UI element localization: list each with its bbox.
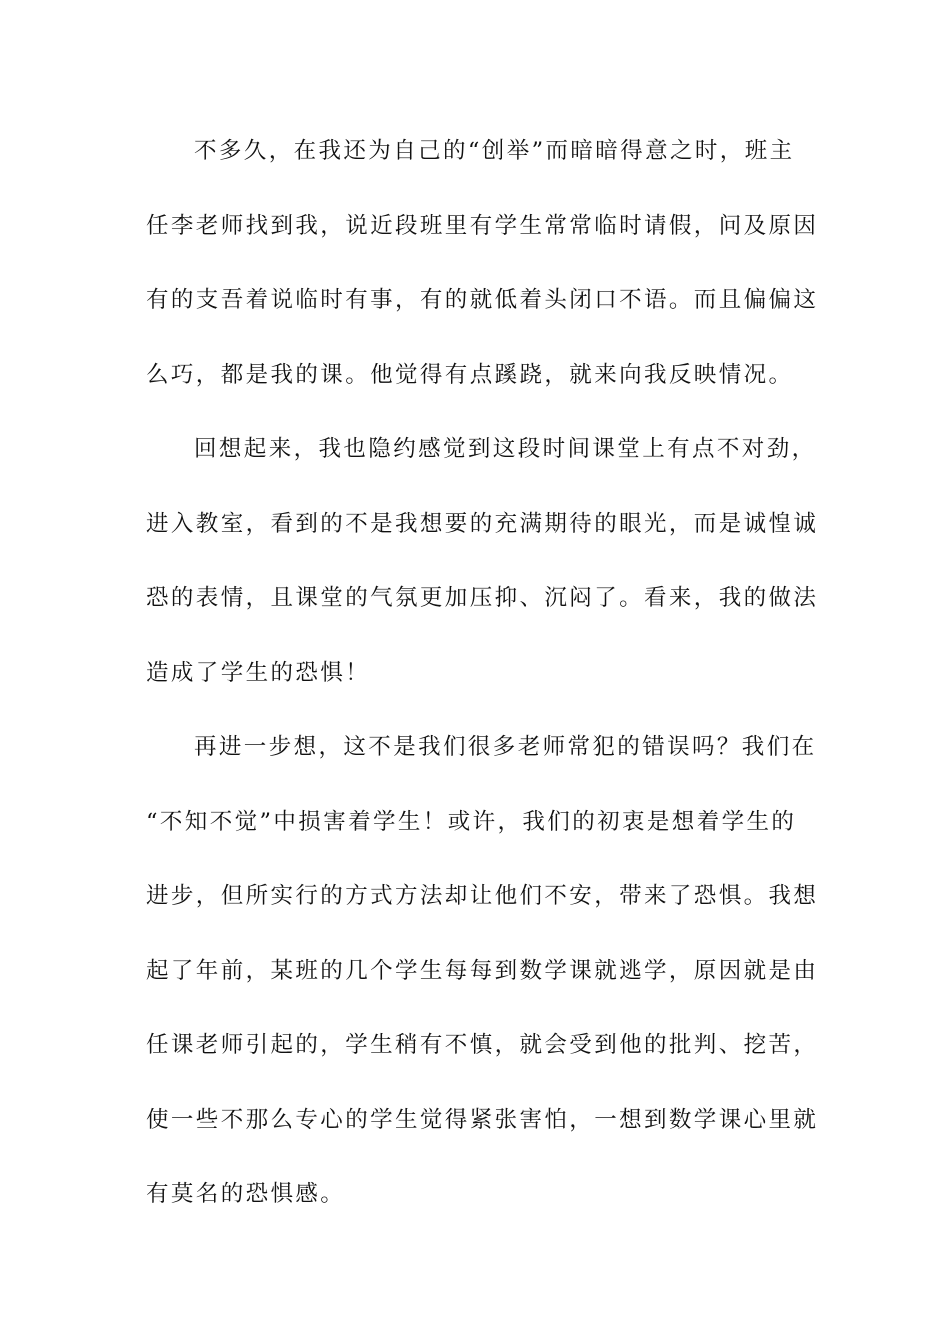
body-text: [146, 128, 819, 1246]
text-line: 起了年前，某班的几个学生每每到数学课就逃学，原因就是由: [146, 957, 819, 984]
text-line: 不多久，在我还为自己的“创举”而暗暗得意之时，班主: [194, 138, 795, 164]
paragraph-3: [146, 724, 819, 1246]
text-line: 恐的表情，且课堂的气氛更加压抑、沉闷了。看来，我的做法: [146, 585, 819, 611]
paragraph-2: [146, 426, 819, 724]
text-line: “不知不觉”中损害着学生！或许，我们的初衷是想着学生的: [146, 808, 797, 835]
text-line: 有的支吾着说临时有事，有的就低着头闭口不语。而且偏偏这: [146, 287, 819, 313]
text-line: 回想起来，我也隐约感觉到这段时间课堂上有点不对劲，: [194, 436, 817, 462]
text-line: 再进一步想，这不是我们很多老师常犯的错误吗？我们在: [194, 734, 817, 760]
text-line: 造成了学生的恐惧！: [146, 659, 371, 686]
text-line: 进入教室，看到的不是我想要的充满期待的眼光，而是诚惶诚: [146, 510, 819, 537]
text-line: 进步，但所实行的方式方法却让他们不安，带来了恐惧。我想: [146, 883, 819, 909]
paragraph-1: [146, 128, 819, 426]
text-line: 任课老师引起的，学生稍有不慎，就会受到他的批判、挖苦，: [146, 1032, 819, 1058]
text-line: 任李老师找到我，说近段班里有学生常常临时请假，问及原因: [146, 212, 819, 239]
text-line: 使一些不那么专心的学生觉得紧张害怕，一想到数学课心里就: [146, 1106, 819, 1133]
text-line: 有莫名的恐惧感。: [146, 1181, 346, 1207]
text-line: 么巧，都是我的课。他觉得有点蹊跷，就来向我反映情况。: [146, 361, 794, 388]
